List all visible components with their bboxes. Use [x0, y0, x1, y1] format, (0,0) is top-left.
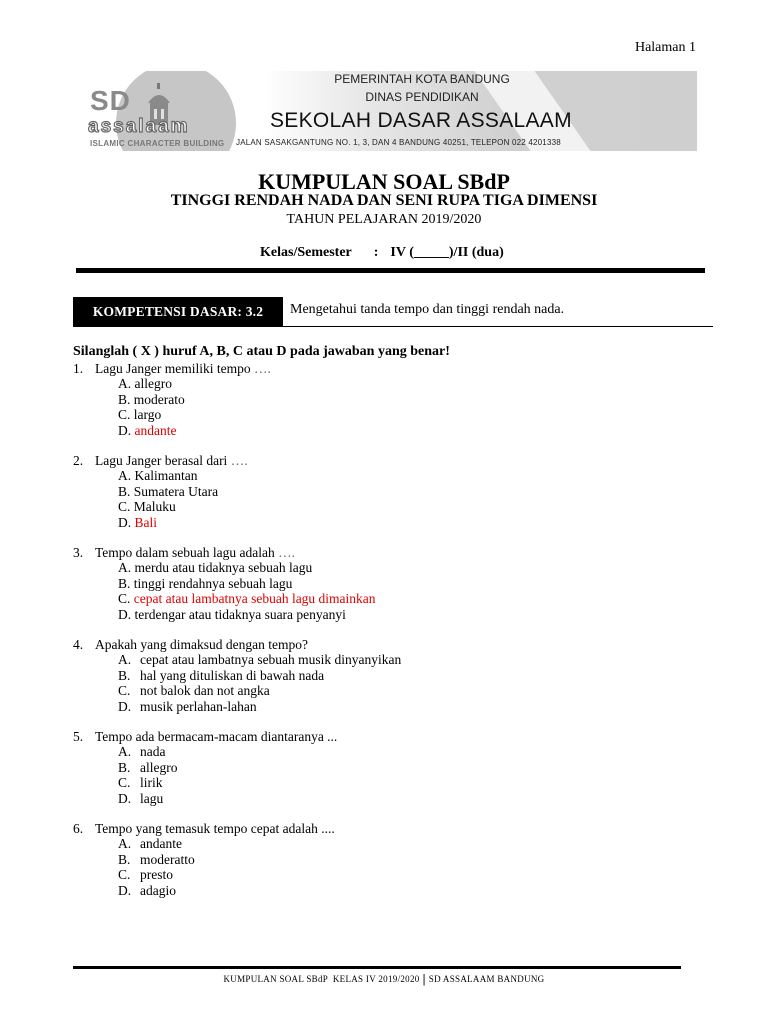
option-d[interactable]: D. terdengar atau tidaknya suara penyanyi [118, 606, 346, 622]
question-2 [73, 453, 248, 530]
question-number: 4. [73, 637, 84, 652]
letterhead-department: DINAS PENDIDIKAN [365, 90, 479, 104]
question-6 [73, 821, 335, 898]
option-c[interactable]: C. lirik [118, 775, 163, 791]
question-text: Tempo yang temasuk tempo cepat adalah .... [95, 821, 335, 836]
question-5 [73, 729, 337, 806]
option-c[interactable]: C. Maluku [118, 499, 176, 515]
option-a[interactable]: A. Kalimantan [118, 468, 198, 484]
option-b[interactable]: B. allegro [118, 759, 178, 775]
option-d[interactable]: D. Bali [118, 514, 157, 530]
option-d[interactable]: D. adagio [118, 882, 176, 898]
option-c[interactable]: C. largo [118, 407, 162, 423]
option-d[interactable]: D. andante [118, 422, 177, 438]
question-text: Tempo dalam sebuah lagu adalah [95, 545, 275, 560]
question-3 [73, 545, 376, 622]
option-b[interactable]: B. moderatto [118, 851, 195, 867]
class-semester-line [260, 245, 504, 261]
class-semester-label: Kelas/Semester [260, 245, 352, 260]
question-dots: …. [274, 545, 295, 560]
question-text: Lagu Janger memiliki tempo [95, 361, 251, 376]
highlighted-answer: andante [134, 422, 177, 438]
option-c[interactable]: C. not balok dan not angka [118, 683, 270, 699]
question-number: 3. [73, 545, 84, 560]
header-divider [76, 268, 705, 273]
question-number: 6. [73, 821, 84, 836]
letterhead [76, 71, 697, 151]
question-dots: …. [227, 453, 248, 468]
question-text: Tempo ada bermacam-macam diantaranya ... [95, 729, 338, 744]
class-semester-colon: : [373, 245, 379, 260]
option-a[interactable]: A. nada [118, 744, 166, 760]
academic-year: TAHUN PELAJARAN 2019/2020 [286, 212, 482, 227]
footer [0, 971, 768, 987]
option-b[interactable]: B. tinggi rendahnya sebuah lagu [118, 575, 293, 591]
kompetensi-text: Mengetahui tanda tempo dan tinggi rendah nada. [290, 302, 565, 317]
footer-divider [73, 966, 681, 969]
logo-wordmark: assalaam [88, 116, 190, 137]
option-c[interactable]: C. presto [118, 867, 173, 883]
question-4 [73, 637, 401, 714]
page-number: Halaman 1 [634, 40, 696, 55]
document-subtitle: TINGGI RENDAH NADA DAN SENI RUPA TIGA DIMENSI [170, 192, 598, 209]
question-number: 1. [73, 361, 84, 376]
logo-tagline: ISLAMIC CHARACTER BUILDING [90, 139, 225, 148]
logo-sd: SD [90, 85, 131, 116]
footer-left: KUMPULAN SOAL SBdP KELAS IV 2019/2020 [223, 974, 420, 984]
question-dots: …. [250, 361, 271, 376]
question-number: 2. [73, 453, 84, 468]
highlighted-answer: cepat atau lambatnya sebuah lagu dimainkan [133, 591, 376, 607]
question-1 [73, 361, 271, 438]
footer-right: SD ASSALAAM BANDUNG [428, 974, 545, 984]
option-a[interactable]: A. merdu atau tidaknya sebuah lagu [118, 560, 313, 576]
option-a[interactable]: A. andante [118, 836, 182, 852]
option-b[interactable]: B. moderato [118, 391, 185, 407]
option-a[interactable]: A. cepat atau lambatnya sebuah musik dinyanyikan [118, 652, 402, 668]
option-c[interactable]: C. cepat atau lambatnya sebuah lagu dimainkan [118, 591, 376, 607]
instruction: Silanglah ( X ) huruf A, B, C atau D pada jawaban yang benar! [73, 344, 450, 359]
option-d[interactable]: D. musik perlahan-lahan [118, 698, 257, 714]
document-title: KUMPULAN SOAL SBdP [258, 169, 510, 194]
kompetensi-label: KOMPETENSI DASAR: 3.2 [73, 297, 283, 327]
question-text: Apakah yang dimaksud dengan tempo? [95, 637, 308, 652]
option-d[interactable]: D. lagu [118, 790, 164, 806]
footer-separator: | [422, 971, 426, 986]
class-semester-value: IV (_____)/II (dua) [390, 245, 504, 260]
letterhead-school-name: SEKOLAH DASAR ASSALAAM [270, 109, 572, 132]
question-number: 5. [73, 729, 84, 744]
option-a[interactable]: A. allegro [118, 376, 172, 392]
kompetensi-underline [283, 326, 713, 327]
option-b[interactable]: B. Sumatera Utara [118, 483, 219, 499]
question-text: Lagu Janger berasal dari [95, 453, 228, 468]
highlighted-answer: Bali [134, 514, 157, 530]
letterhead-government: PEMERINTAH KOTA BANDUNG [334, 72, 510, 86]
option-b[interactable]: B. hal yang dituliskan di bawah nada [118, 667, 325, 683]
letterhead-address: JALAN SASAKGANTUNG NO. 1, 3, DAN 4 BANDUNG 40251, TELEPON 022 4201338 [236, 138, 561, 147]
